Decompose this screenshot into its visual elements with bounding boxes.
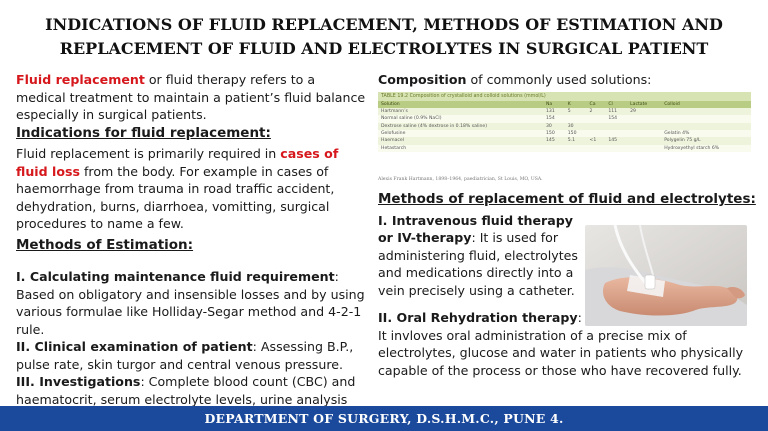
methods-estimation-heading: Methods of Estimation: (16, 236, 194, 253)
table-cell: 30 (565, 123, 587, 130)
table-row (378, 123, 751, 130)
table-row (378, 137, 751, 144)
table-row (378, 130, 751, 137)
table-header: Colloid (661, 101, 751, 108)
table-cell: 150 (565, 130, 587, 137)
table-cell (565, 115, 587, 122)
table-cell (587, 145, 606, 152)
iv-therapy-text: : It is used for administering fluid, electrolytes and medications directly into a vein precisely using a catheter. (378, 230, 578, 298)
estimation-item-label: II. Clinical examination of patient (16, 339, 253, 354)
table-cell (627, 130, 661, 137)
intro-highlight: Fluid replacement (16, 72, 145, 87)
intro-text: or fluid therapy refers to a medical treatment to maintain a patient’s fluid balance especially in surgical patients. (16, 72, 366, 122)
estimation-item (16, 338, 368, 373)
indications-heading: Indications for fluid replacement: (16, 124, 271, 141)
table-header: Solution (378, 101, 543, 108)
composition-heading (378, 71, 756, 89)
table-cell: Gelatin 4% (661, 130, 751, 137)
oral-therapy-text: It invloves oral administration of a precise mix of electrolytes, glucose and water in patients who physically capable of the process or those who have recovered fully. (378, 327, 744, 378)
table-cell: 29 (627, 108, 661, 115)
table-cell (627, 137, 661, 144)
table-header-row (378, 101, 751, 108)
table-cell (605, 130, 627, 137)
table-cell (605, 145, 627, 152)
page-title-line-2: REPLACEMENT OF FLUID AND ELECTROLYTES IN SURGICAL PATIENT (59, 39, 709, 58)
table-row (378, 145, 751, 152)
table-cell: Normal saline (0.9% NaCl) (378, 115, 543, 122)
table-cell (587, 115, 606, 122)
table-caption: TABLE 19.2 Composition of crystalloid and colloid solutions (mmol/L) (378, 92, 751, 101)
table-cell: Haemacel (378, 137, 543, 144)
table-cell: 30 (543, 123, 565, 130)
table-cell: <1 (587, 137, 606, 144)
table-cell: 145 (605, 137, 627, 144)
left-column (16, 71, 368, 426)
indications-text-post: from the body. For example in cases of haemorrhage from trauma in road traffic accident, dehydration, burns, diarrhoea, vomitting, surgical procedures to name a few. (16, 163, 335, 231)
table-cell: 145 (543, 137, 565, 144)
estimation-item-text: : Assessing B.P., pulse rate, skin turgor and central venous pressure. (16, 339, 354, 372)
table-cell: 154 (543, 115, 565, 122)
table-cell: 2 (587, 108, 606, 115)
estimation-item-text: : Complete blood count (CBC) and haematocrit, serum electrolyte levels, urine analysis (16, 374, 356, 407)
table-cell: 131 (543, 108, 565, 115)
table-cell (661, 108, 751, 115)
estimation-item (16, 268, 368, 338)
table-header: Lactate (627, 101, 661, 108)
composition-table (378, 92, 751, 152)
table-cell (627, 123, 661, 130)
indications-paragraph (16, 145, 368, 233)
table-cell: Hydroxyethyl starch 6% (661, 145, 751, 152)
table-cell: 111 (605, 108, 627, 115)
table-header: Ca (587, 101, 606, 108)
composition-text: of commonly used solutions: (466, 72, 652, 87)
table-cell (605, 123, 627, 130)
intro-paragraph (16, 71, 368, 124)
table-cell (587, 130, 606, 137)
iv-therapy-paragraph (378, 212, 578, 300)
table-cell (543, 145, 565, 152)
table-header: Na (543, 101, 565, 108)
footer-text: DEPARTMENT OF SURGERY, D.S.H.M.C., PUNE 4. (204, 411, 564, 426)
table-cell (661, 115, 751, 122)
table-cell: 5 (565, 108, 587, 115)
estimation-item-label: III. Investigations (16, 374, 141, 389)
iv-therapy-label: I. Intravenous fluid therapy or IV-therapy (378, 212, 573, 246)
table-row (378, 115, 751, 122)
footer-bar (0, 406, 768, 431)
table-cell (627, 145, 661, 152)
table-cell: Hetastarch (378, 145, 543, 152)
table-credit: Alexis Frank Hartmann, 1898–1964, paediatrician, St Louis, MO, USA. (378, 176, 543, 182)
table-cell (661, 123, 751, 130)
table-cell: Dextrose saline (4% dextrose in 0.18% saline) (378, 123, 543, 130)
table-header: Cl (605, 101, 627, 108)
indications-highlight: cases of fluid loss (16, 146, 339, 179)
replacement-heading: Methods of replacement of fluid and electrolytes: (378, 191, 756, 208)
table-cell (565, 145, 587, 152)
estimation-item-label: I. Calculating maintenance fluid requirement (16, 269, 335, 284)
table-cell (587, 123, 606, 130)
table-row (378, 108, 751, 115)
oral-therapy-label: II. Oral Rehydration therapy (378, 310, 578, 326)
estimation-item-text: : Based on obligatory and insensible losses and by using various formulae like Holliday-Segar method and 4-2-1 rule. (16, 269, 365, 337)
table-cell: 150 (543, 130, 565, 137)
table-header: K (565, 101, 587, 108)
table-cell: Polygelin 75 g/L (661, 137, 751, 144)
table-cell: Hartmann’s (378, 108, 543, 115)
oral-therapy-colon: : (577, 310, 582, 326)
indications-text-pre: Fluid replacement is primarily required in (16, 146, 281, 161)
table-cell (627, 115, 661, 122)
page-title-line-1: INDICATIONS OF FLUID REPLACEMENT, METHODS OF ESTIMATION AND (45, 15, 723, 34)
table-cell: 154 (605, 115, 627, 122)
iv-drip-photo (585, 225, 747, 326)
table-cell: Gelofusine (378, 130, 543, 137)
composition-bold: Composition (378, 72, 467, 87)
table-cell: 5.1 (565, 137, 587, 144)
